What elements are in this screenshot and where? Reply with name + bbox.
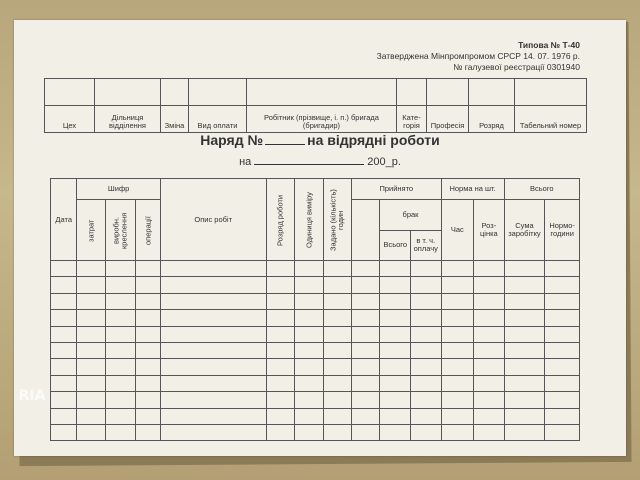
- table-cell[interactable]: [352, 375, 380, 391]
- table-cell[interactable]: [504, 342, 545, 358]
- table-cell[interactable]: [411, 342, 442, 358]
- table-cell[interactable]: [295, 277, 323, 293]
- approved-label: Затверджена Мінпромпромом СРСР 14. 07. 1976 р.: [376, 51, 580, 61]
- table-cell[interactable]: [160, 408, 266, 424]
- table-cell[interactable]: [441, 424, 474, 440]
- table-cell[interactable]: [474, 326, 505, 342]
- table-cell[interactable]: [545, 326, 580, 342]
- table-cell[interactable]: [160, 261, 266, 277]
- title-prefix: Наряд №: [200, 132, 264, 148]
- col-unit: Одиниця виміру: [295, 179, 323, 261]
- table-cell[interactable]: [352, 342, 380, 358]
- header-grade: Розряд: [469, 106, 515, 133]
- table-cell[interactable]: [266, 310, 294, 326]
- table-cell[interactable]: [504, 424, 545, 440]
- table-cell[interactable]: [504, 326, 545, 342]
- table-cell[interactable]: [441, 293, 474, 309]
- table-cell[interactable]: [266, 293, 294, 309]
- table-cell[interactable]: [136, 310, 160, 326]
- ria-watermark-logo: RIA: [18, 388, 46, 404]
- table-cell[interactable]: [160, 424, 266, 440]
- table-cell[interactable]: [545, 392, 580, 408]
- table-cell[interactable]: [266, 342, 294, 358]
- table-cell[interactable]: [77, 392, 105, 408]
- table-cell[interactable]: [105, 293, 136, 309]
- table-row: [51, 261, 580, 277]
- table-cell[interactable]: [323, 375, 351, 391]
- table-cell[interactable]: [295, 261, 323, 277]
- order-number-blank[interactable]: [265, 144, 305, 145]
- header-worker: Робітник (прізвище, і. п.) бригада (бригадир): [247, 106, 397, 133]
- table-cell[interactable]: [441, 342, 474, 358]
- table-cell[interactable]: [77, 326, 105, 342]
- table-cell[interactable]: [136, 392, 160, 408]
- col-accepted: Прийнято: [352, 179, 442, 200]
- table-cell[interactable]: [266, 424, 294, 440]
- table-cell[interactable]: [77, 342, 105, 358]
- form-type-label: Типова № Т-40: [518, 40, 580, 50]
- table-cell[interactable]: [545, 342, 580, 358]
- table-cell[interactable]: [295, 375, 323, 391]
- table-cell[interactable]: [105, 424, 136, 440]
- table-cell[interactable]: [380, 359, 411, 375]
- table-row: [51, 359, 580, 375]
- table-cell[interactable]: [136, 359, 160, 375]
- table-cell[interactable]: [411, 261, 442, 277]
- table-cell[interactable]: [380, 261, 411, 277]
- table-row: [51, 375, 580, 391]
- table-cell[interactable]: [136, 277, 160, 293]
- table-cell[interactable]: [266, 277, 294, 293]
- table-cell[interactable]: [441, 310, 474, 326]
- col-operation: операції: [136, 200, 160, 261]
- table-cell[interactable]: [352, 261, 380, 277]
- table-cell[interactable]: [411, 277, 442, 293]
- table-cell[interactable]: [323, 326, 351, 342]
- table-cell[interactable]: [352, 424, 380, 440]
- table-cell[interactable]: [295, 392, 323, 408]
- header-section: Дільниця відділення: [95, 106, 161, 133]
- table-cell[interactable]: [323, 408, 351, 424]
- page-title: [14, 132, 626, 148]
- date-blank[interactable]: [254, 164, 364, 165]
- table-cell[interactable]: [295, 326, 323, 342]
- table-cell[interactable]: [504, 310, 545, 326]
- table-cell[interactable]: [160, 310, 266, 326]
- table-cell[interactable]: [411, 326, 442, 342]
- header-tab-number: Табельний номер: [515, 106, 587, 133]
- table-cell[interactable]: [136, 261, 160, 277]
- table-cell[interactable]: [441, 375, 474, 391]
- table-cell[interactable]: [136, 424, 160, 440]
- table-cell[interactable]: [136, 375, 160, 391]
- table-cell[interactable]: [504, 408, 545, 424]
- table-cell[interactable]: [380, 375, 411, 391]
- table-cell[interactable]: [266, 359, 294, 375]
- table-cell[interactable]: [295, 408, 323, 424]
- table-cell[interactable]: [160, 392, 266, 408]
- table-cell[interactable]: [411, 310, 442, 326]
- table-cell[interactable]: [380, 342, 411, 358]
- table-cell[interactable]: [504, 375, 545, 391]
- table-cell[interactable]: [411, 293, 442, 309]
- header-pay-type: Вид оплати: [189, 106, 247, 133]
- table-cell[interactable]: [323, 310, 351, 326]
- table-cell[interactable]: [352, 392, 380, 408]
- table-row: [51, 342, 580, 358]
- cell-blank: [45, 79, 95, 106]
- table-cell[interactable]: [51, 359, 77, 375]
- table-cell[interactable]: [411, 392, 442, 408]
- table-cell[interactable]: [105, 392, 136, 408]
- table-cell[interactable]: [411, 375, 442, 391]
- table-cell[interactable]: [323, 424, 351, 440]
- table-cell[interactable]: [352, 326, 380, 342]
- table-cell[interactable]: [51, 342, 77, 358]
- table-cell[interactable]: [474, 375, 505, 391]
- table-row: [51, 408, 580, 424]
- table-cell[interactable]: [380, 424, 411, 440]
- table-cell[interactable]: [380, 392, 411, 408]
- header-shift: Зміна: [161, 106, 189, 133]
- table-cell[interactable]: [380, 277, 411, 293]
- table-body: [51, 261, 580, 441]
- table-cell[interactable]: [474, 424, 505, 440]
- col-norm-piece: Норма на шт.: [441, 179, 504, 200]
- col-date: Дата: [51, 179, 77, 261]
- table-cell[interactable]: [474, 293, 505, 309]
- table-cell[interactable]: [51, 424, 77, 440]
- table-cell[interactable]: [504, 261, 545, 277]
- table-cell[interactable]: [295, 424, 323, 440]
- table-cell[interactable]: [136, 408, 160, 424]
- table-cell[interactable]: [441, 408, 474, 424]
- table-cell[interactable]: [160, 326, 266, 342]
- table-cell[interactable]: [352, 293, 380, 309]
- table-cell[interactable]: [441, 326, 474, 342]
- table-cell[interactable]: [504, 392, 545, 408]
- table-cell[interactable]: [380, 293, 411, 309]
- table-cell[interactable]: [323, 293, 351, 309]
- table-cell[interactable]: [323, 277, 351, 293]
- table-cell[interactable]: [77, 277, 105, 293]
- table-cell[interactable]: [352, 277, 380, 293]
- col-assigned: Задано (кількість) годин: [323, 179, 351, 261]
- table-cell[interactable]: [51, 277, 77, 293]
- table-cell[interactable]: [160, 359, 266, 375]
- table-cell[interactable]: [160, 293, 266, 309]
- table-cell[interactable]: [266, 408, 294, 424]
- table-cell[interactable]: [105, 359, 136, 375]
- date-line: [14, 156, 626, 168]
- table-cell[interactable]: [51, 261, 77, 277]
- table-cell[interactable]: [51, 326, 77, 342]
- table-cell[interactable]: [105, 408, 136, 424]
- table-cell[interactable]: [266, 392, 294, 408]
- table-cell[interactable]: [51, 293, 77, 309]
- table-cell[interactable]: [295, 342, 323, 358]
- col-work-desc: Опис робіт: [160, 179, 266, 261]
- table-cell[interactable]: [474, 261, 505, 277]
- table-cell[interactable]: [474, 310, 505, 326]
- table-cell[interactable]: [545, 408, 580, 424]
- table-cell[interactable]: [474, 359, 505, 375]
- table-cell[interactable]: [380, 326, 411, 342]
- table-row: [51, 277, 580, 293]
- table-cell[interactable]: [411, 359, 442, 375]
- table-cell[interactable]: [51, 310, 77, 326]
- table-cell[interactable]: [474, 342, 505, 358]
- date-suffix: 200_р.: [367, 156, 401, 168]
- table-cell[interactable]: [136, 293, 160, 309]
- table-cell[interactable]: [352, 310, 380, 326]
- table-cell[interactable]: [77, 424, 105, 440]
- table-cell[interactable]: [105, 326, 136, 342]
- table-cell[interactable]: [160, 277, 266, 293]
- table-cell[interactable]: [441, 261, 474, 277]
- header-profession: Професія: [427, 106, 469, 133]
- col-accepted-blank: [352, 200, 380, 261]
- table-cell[interactable]: [77, 359, 105, 375]
- table-cell[interactable]: [545, 277, 580, 293]
- worker-info-table: [44, 78, 587, 133]
- table-cell[interactable]: [295, 293, 323, 309]
- table-row: [51, 293, 580, 309]
- table-cell[interactable]: [77, 375, 105, 391]
- table-cell[interactable]: [474, 277, 505, 293]
- col-product: виробн. креслення: [105, 200, 136, 261]
- table-cell[interactable]: [295, 359, 323, 375]
- table-cell[interactable]: [323, 359, 351, 375]
- col-work-grade: Розряд роботи: [266, 179, 294, 261]
- table-cell[interactable]: [323, 342, 351, 358]
- table-cell[interactable]: [323, 261, 351, 277]
- table-row: [51, 310, 580, 326]
- col-total: Всього: [504, 179, 579, 200]
- table-cell[interactable]: [545, 375, 580, 391]
- table-cell[interactable]: [411, 408, 442, 424]
- table-cell[interactable]: [441, 392, 474, 408]
- table-cell[interactable]: [411, 424, 442, 440]
- col-defect: брак: [380, 200, 441, 231]
- table-row: [51, 392, 580, 408]
- col-cipher: Шифр: [77, 179, 160, 200]
- date-prefix: на: [239, 156, 252, 168]
- table-cell[interactable]: [441, 359, 474, 375]
- form-sheet: [14, 20, 626, 456]
- table-cell[interactable]: [266, 375, 294, 391]
- work-order-table: [50, 178, 580, 441]
- col-norm-hours: Нормо-години: [545, 200, 580, 261]
- col-sum-pay: Сума заробітку: [504, 200, 545, 261]
- table-cell[interactable]: [504, 293, 545, 309]
- table-cell[interactable]: [380, 310, 411, 326]
- table-cell[interactable]: [105, 277, 136, 293]
- table-cell[interactable]: [352, 408, 380, 424]
- table-cell[interactable]: [105, 261, 136, 277]
- table-cell[interactable]: [323, 392, 351, 408]
- table-cell[interactable]: [545, 359, 580, 375]
- title-suffix: на відрядні роботи: [307, 132, 440, 148]
- table-cell[interactable]: [105, 310, 136, 326]
- table-cell[interactable]: [504, 359, 545, 375]
- col-time: Час: [441, 200, 474, 261]
- table-cell[interactable]: [266, 326, 294, 342]
- col-costs: затрат: [77, 200, 105, 261]
- table-cell[interactable]: [545, 310, 580, 326]
- col-incl-paid: в т. ч. оплачу: [411, 230, 442, 261]
- table-cell[interactable]: [77, 261, 105, 277]
- table-cell[interactable]: [266, 261, 294, 277]
- table-cell[interactable]: [77, 408, 105, 424]
- table-cell[interactable]: [545, 261, 580, 277]
- table-row: [51, 424, 580, 440]
- table-cell[interactable]: [474, 392, 505, 408]
- table-cell[interactable]: [77, 293, 105, 309]
- table-cell[interactable]: [77, 310, 105, 326]
- table-cell[interactable]: [545, 424, 580, 440]
- registry-label: № галузевої реєстрації 0301940: [453, 62, 580, 72]
- col-rate: Роз-цінка: [474, 200, 505, 261]
- table-cell[interactable]: [352, 359, 380, 375]
- table-cell[interactable]: [474, 408, 505, 424]
- table-cell[interactable]: [105, 375, 136, 391]
- table-cell[interactable]: [136, 342, 160, 358]
- table-cell[interactable]: [105, 342, 136, 358]
- col-total-accepted: Всього: [380, 230, 411, 261]
- table-cell[interactable]: [504, 277, 545, 293]
- table-cell[interactable]: [441, 277, 474, 293]
- table-cell[interactable]: [295, 310, 323, 326]
- table-row: [51, 326, 580, 342]
- table-cell[interactable]: [380, 408, 411, 424]
- table-cell[interactable]: [136, 326, 160, 342]
- table-cell[interactable]: [160, 375, 266, 391]
- table-cell[interactable]: [160, 342, 266, 358]
- header-category: Кате-горія: [397, 106, 427, 133]
- header-shop: Цех: [45, 106, 95, 133]
- table-cell[interactable]: [545, 293, 580, 309]
